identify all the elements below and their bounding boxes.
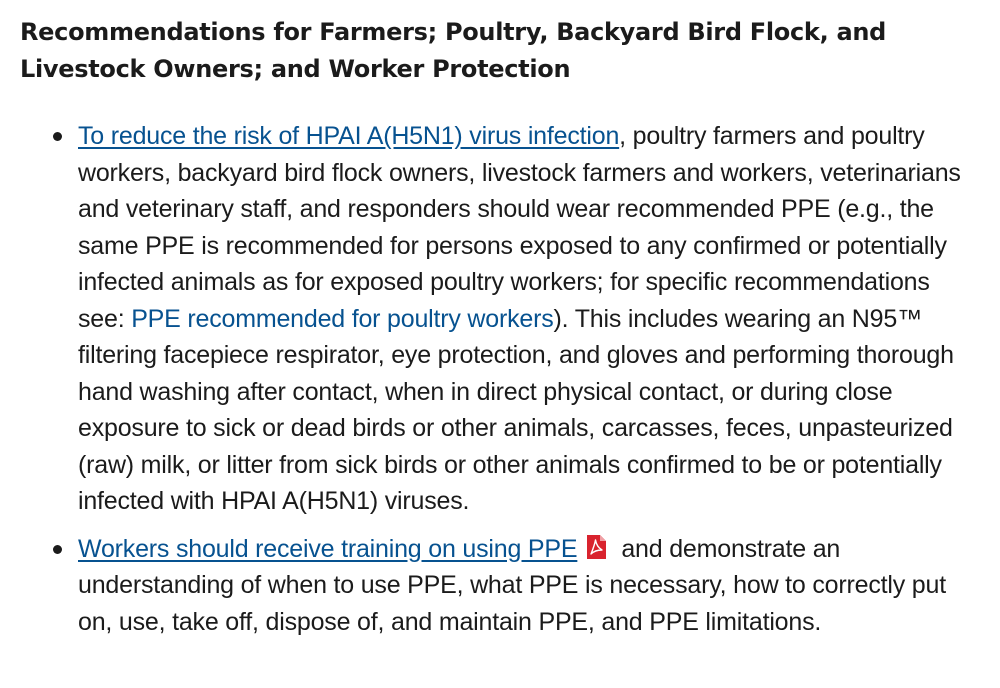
bullet-icon [53,132,62,141]
recommendations-list [20,118,982,640]
ppe-training-link[interactable]: Workers should receive training on using PPE [78,534,578,563]
item-text: , poultry farmers and poultry workers, backyard bird flock owners, livestock farmers and workers, veterinarians and veterinary staff, and responders should wear recommended PPE (e.g., the same PPE is recommended for persons exposed to any confirmed or potentially infected animals as for exposed poultry workers; for specific recommendations see: [78,122,961,333]
list-item [78,118,982,520]
item-text-continued: ). This includes wearing an N95™ filtering facepiece respirator, eye protection, and gloves and performing thorough hand washing after contact, when in direct physical contact, or during close exposure to sick or dead birds or other animals, carcasses, feces, unpasteurized (raw) milk, or litter from sick birds or other animals confirmed to be or potentially infected with HPAI A(H5N1) viruses. [78,304,954,515]
item-text: and demonstrate an understanding of when to use PPE, what PPE is necessary, how to correctly put on, use, take off, dispose of, and maintain PPE, and PPE limitations. [78,534,946,636]
ppe-poultry-workers-link[interactable]: PPE recommended for poultry workers [131,304,554,333]
list-item [78,531,982,641]
pdf-icon[interactable] [585,534,607,560]
section-heading: Recommendations for Farmers; Poultry, Backyard Bird Flock, and Livestock Owners; and Worker Protection [20,18,887,83]
bullet-icon [53,545,62,554]
reduce-risk-link[interactable]: To reduce the risk of HPAI A(H5N1) virus infection [78,122,620,150]
